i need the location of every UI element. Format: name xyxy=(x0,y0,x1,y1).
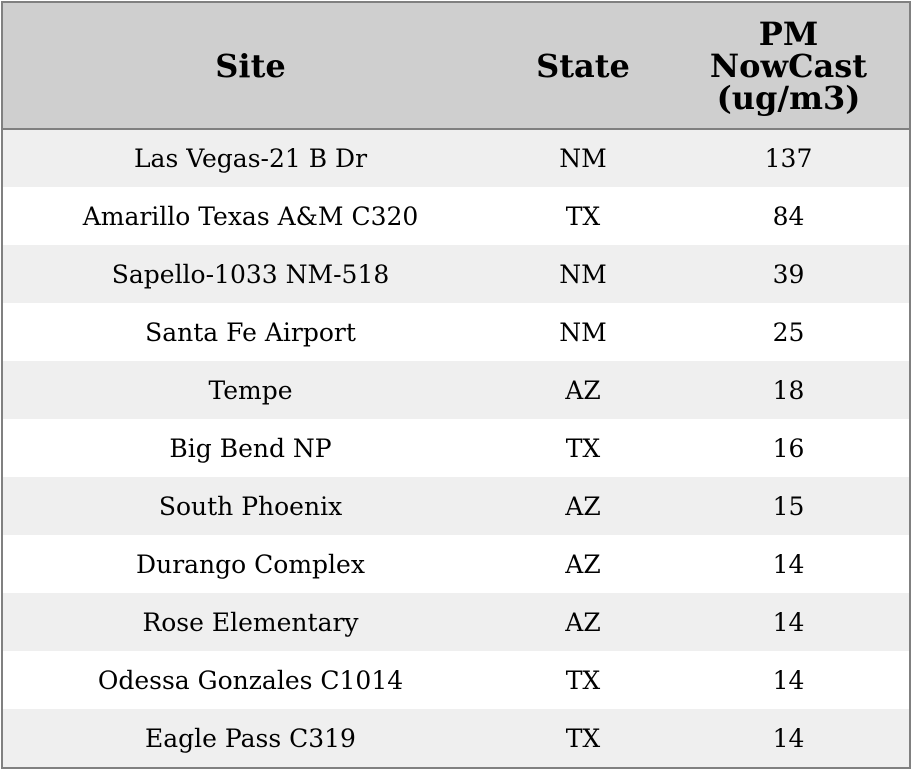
site-cell: Las Vegas-21 B Dr xyxy=(133,144,368,173)
site-cell: Tempe xyxy=(208,375,293,405)
site-cell: Santa Fe Airport xyxy=(145,317,356,347)
state-cell: TX xyxy=(565,433,601,463)
header-site: Site xyxy=(3,3,498,129)
site-cell: Big Bend NP xyxy=(169,433,332,463)
state-cell: TX xyxy=(565,665,601,695)
pm-value-cell: 14 xyxy=(772,607,805,637)
state-cell: TX xyxy=(565,723,601,753)
table-row xyxy=(3,361,909,419)
site-cell: Amarillo Texas A&M C320 xyxy=(82,201,419,231)
header-pm-line-1: PM xyxy=(758,14,819,53)
table-row xyxy=(3,187,909,245)
header-state: State xyxy=(498,3,668,129)
header-pm-line-2: NowCast xyxy=(709,46,868,85)
pm-value-cell: 14 xyxy=(772,665,805,695)
state-cell: NM xyxy=(559,144,607,173)
table-row xyxy=(3,303,909,361)
header-pm-nowcast xyxy=(668,3,909,129)
pm-value-cell: 14 xyxy=(772,723,805,753)
state-cell: AZ xyxy=(565,375,601,405)
site-cell: Odessa Gonzales C1014 xyxy=(97,665,404,695)
table-row xyxy=(3,593,909,651)
header-row xyxy=(3,3,909,129)
table-row xyxy=(3,245,909,303)
state-cell: AZ xyxy=(565,549,601,579)
state-cell: NM xyxy=(559,317,607,347)
state-cell: AZ xyxy=(565,491,601,521)
header-pm-line-3: (ug/m3) xyxy=(716,78,861,117)
site-cell: Durango Complex xyxy=(136,549,365,579)
table-row xyxy=(3,709,909,767)
pm-nowcast-table xyxy=(3,3,909,767)
pm-value-cell: 84 xyxy=(772,201,805,231)
table-header xyxy=(3,3,909,129)
state-cell: TX xyxy=(565,201,601,231)
site-cell: Rose Elementary xyxy=(142,607,359,637)
table-body xyxy=(3,129,909,767)
state-cell: NM xyxy=(559,259,607,289)
pm-value-cell: 137 xyxy=(764,144,813,173)
pm-value-cell: 25 xyxy=(772,317,805,347)
table-row xyxy=(3,651,909,709)
pm-table-frame xyxy=(1,1,911,769)
site-cell: Sapello-1033 NM-518 xyxy=(111,259,390,289)
table-row xyxy=(3,477,909,535)
site-cell: South Phoenix xyxy=(158,491,343,521)
site-cell: Eagle Pass C319 xyxy=(145,723,356,753)
pm-value-cell: 15 xyxy=(772,491,805,521)
state-cell: AZ xyxy=(565,607,601,637)
pm-value-cell: 18 xyxy=(772,375,805,405)
pm-value-cell: 14 xyxy=(772,549,805,579)
pm-value-cell: 16 xyxy=(772,433,805,463)
pm-value-cell: 39 xyxy=(772,259,805,289)
table-row xyxy=(3,535,909,593)
table-row xyxy=(3,129,909,187)
table-row xyxy=(3,419,909,477)
